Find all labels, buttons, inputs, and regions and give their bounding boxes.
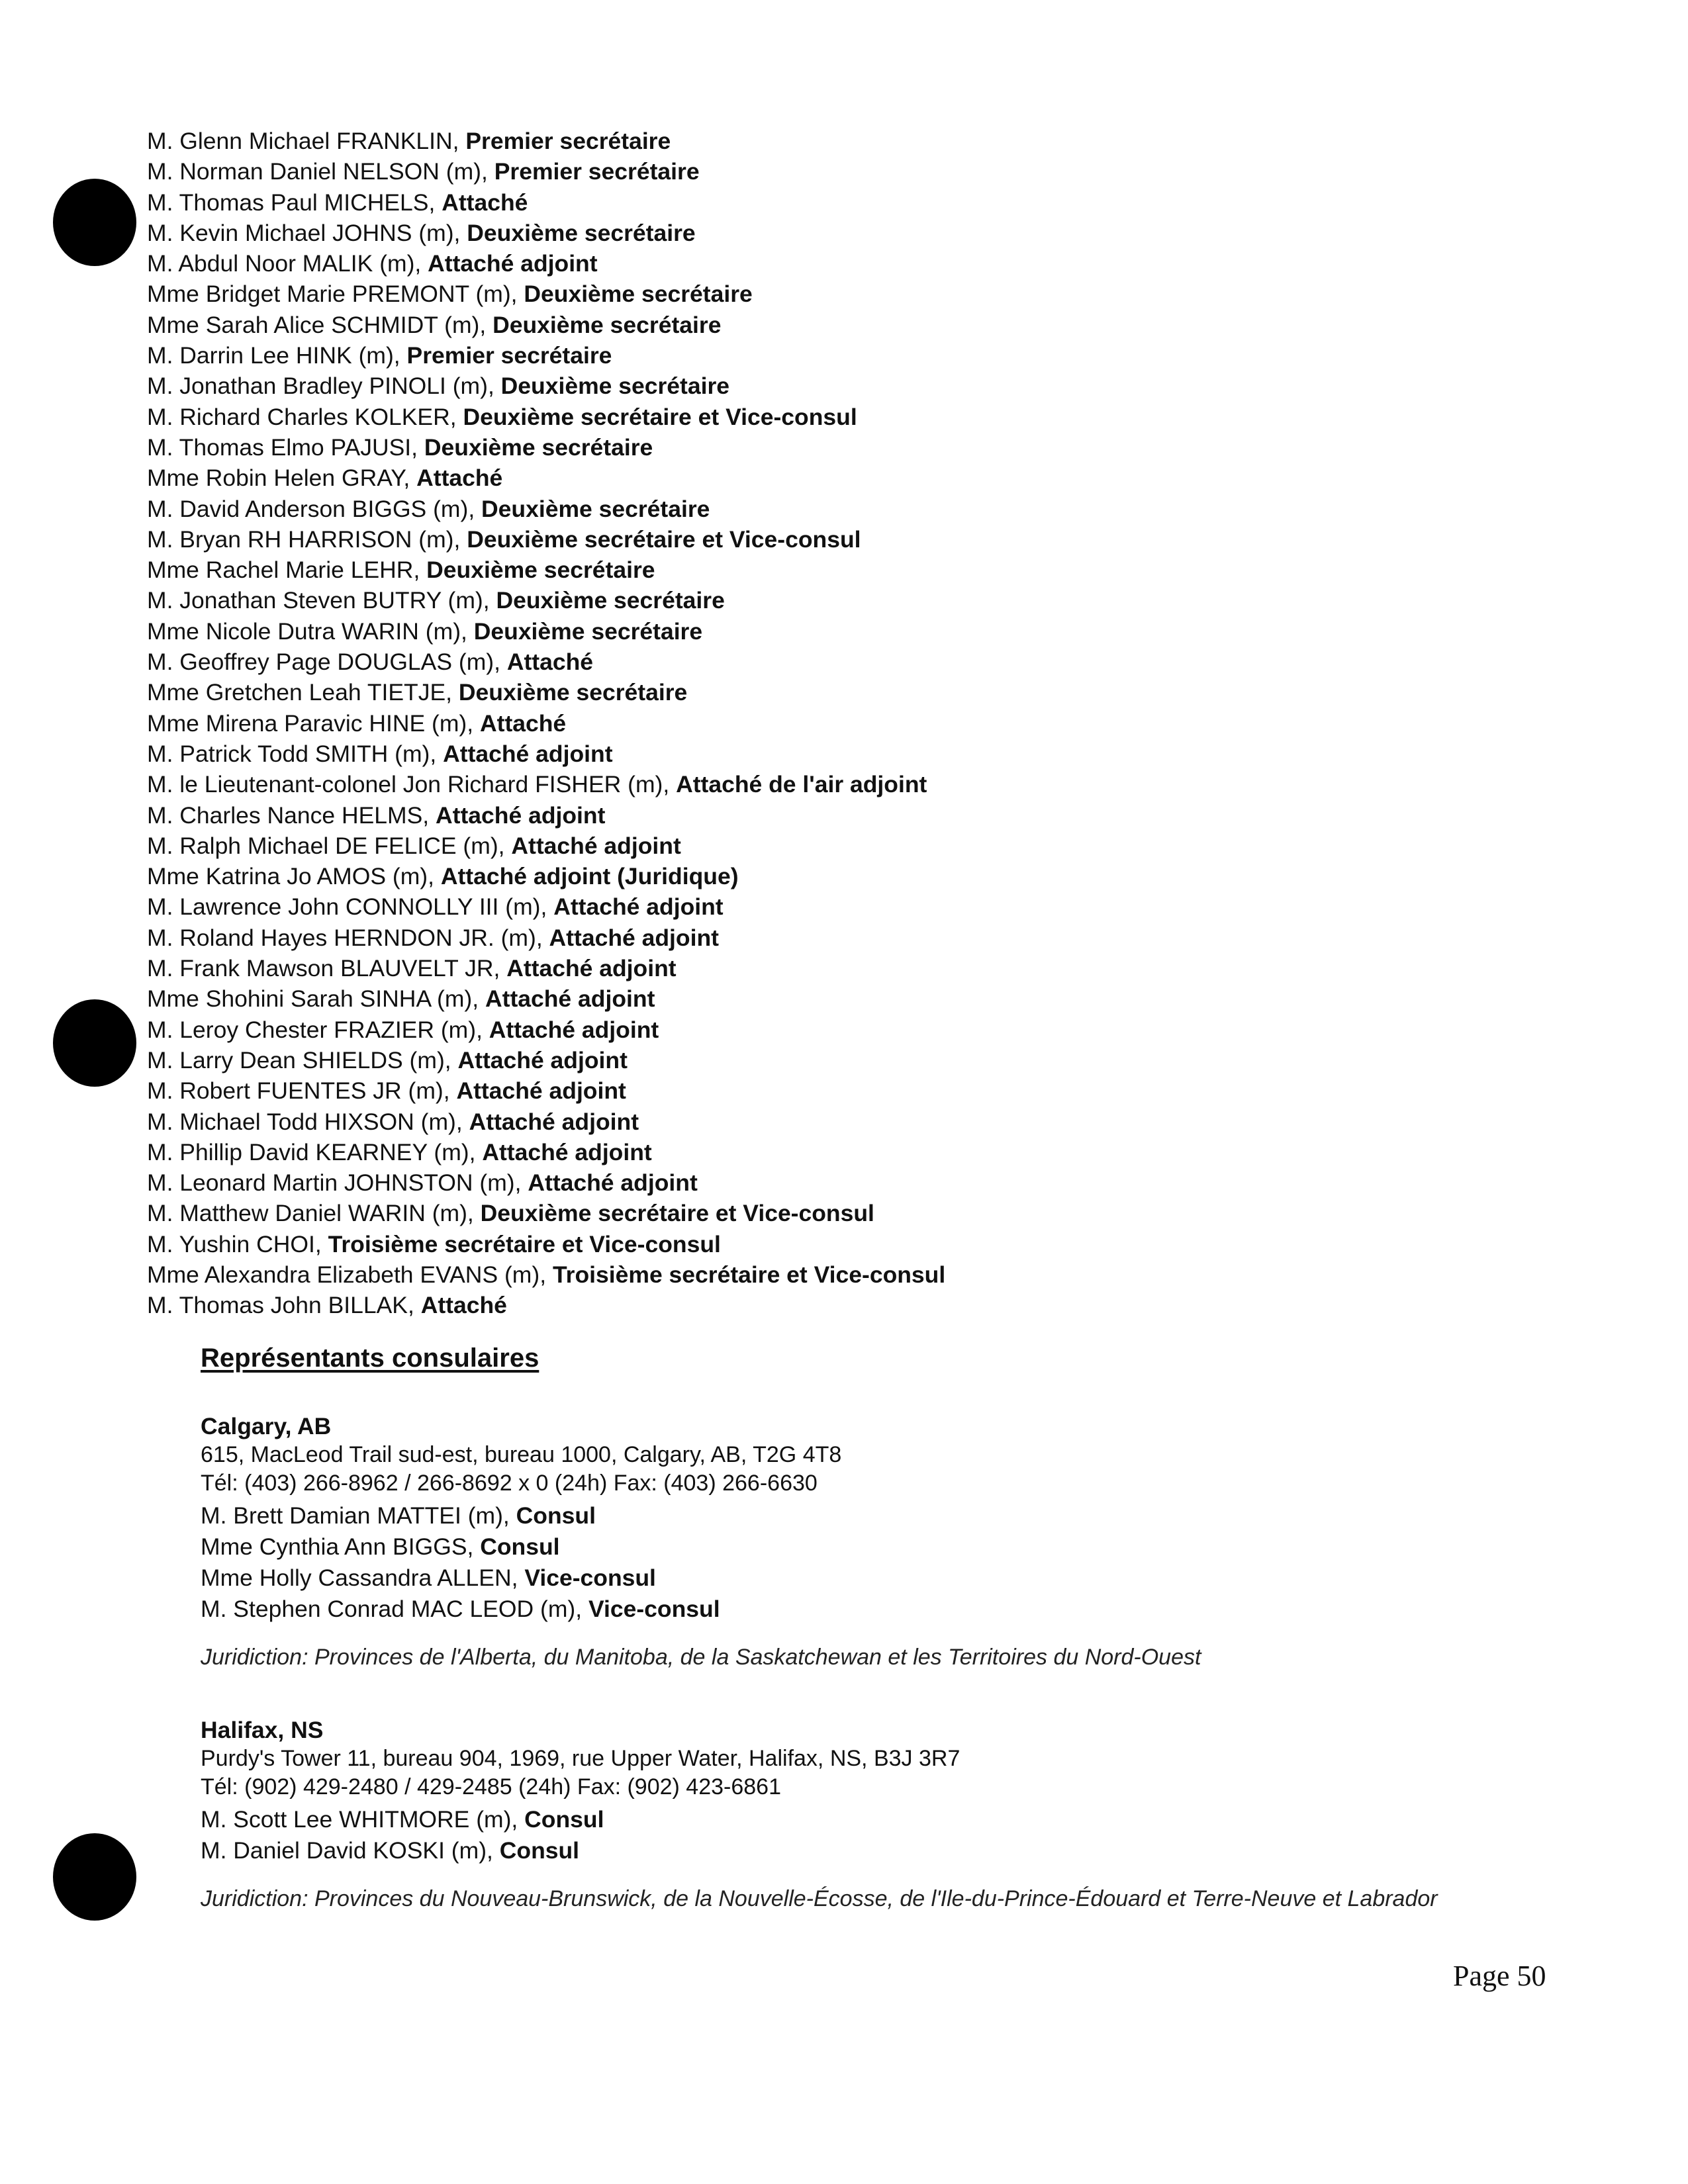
staff-title: Premier secrétaire — [406, 342, 612, 369]
staff-entry — [147, 647, 945, 677]
staff-name: Mme Rachel Marie LEHR, — [147, 557, 427, 584]
staff-name: M. Brett Damian MATTEI (m), — [201, 1502, 516, 1529]
staff-entry — [147, 555, 945, 585]
staff-title: Deuxième secrétaire — [496, 587, 725, 614]
staff-title: Attaché — [442, 189, 528, 216]
staff-title: Deuxième secrétaire et Vice-consul — [480, 1200, 874, 1227]
staff-entry — [201, 1594, 1498, 1625]
staff-entry — [201, 1531, 1498, 1563]
office-halifax — [201, 1715, 1498, 1913]
staff-entry — [147, 126, 945, 156]
staff-entry — [147, 1229, 945, 1259]
staff-title: Deuxième secrétaire — [481, 495, 710, 522]
staff-entry — [147, 677, 945, 707]
staff-entry — [147, 1015, 945, 1045]
staff-name: Mme Alexandra Elizabeth EVANS (m), — [147, 1261, 553, 1288]
staff-title: Deuxième secrétaire — [473, 617, 703, 645]
office-city: Calgary, AB — [201, 1413, 332, 1439]
staff-title: Attaché adjoint — [553, 893, 724, 921]
staff-name: M. David Anderson BIGGS (m), — [147, 495, 482, 522]
staff-title: Attaché adjoint — [511, 832, 681, 859]
staff-title: Deuxième secrétaire — [424, 433, 653, 461]
staff-name: M. Leroy Chester FRAZIER (m), — [147, 1016, 489, 1043]
office-city: Halifax, NS — [201, 1717, 324, 1743]
embassy-staff-list — [147, 126, 945, 1321]
staff-entry — [147, 800, 945, 831]
staff-entry — [147, 340, 945, 371]
staff-name: M. Jonathan Bradley PINOLI (m), — [147, 373, 501, 400]
staff-entry — [147, 1167, 945, 1198]
staff-name: Mme Holly Cassandra ALLEN, — [201, 1565, 525, 1591]
staff-entry — [147, 279, 945, 309]
staff-entry — [147, 432, 945, 463]
office-jurisdiction: Juridiction: Provinces de l'Alberta, du Manitoba, de la Saskatchewan et les Territoires du Nord-Ouest — [201, 1645, 1201, 1670]
staff-title: Attaché adjoint (Juridique) — [440, 863, 739, 890]
staff-title: Consul — [499, 1837, 580, 1864]
office-staff-list — [201, 1500, 1498, 1625]
staff-entry — [147, 831, 945, 861]
staff-title: Troisième secrétaire et Vice-consul — [552, 1261, 946, 1288]
staff-name: M. Kevin Michael JOHNS (m), — [147, 219, 467, 246]
office-staff-list — [201, 1804, 1498, 1866]
staff-entry — [147, 983, 945, 1014]
staff-name: M. Norman Daniel NELSON (m), — [147, 158, 494, 185]
office-address: 615, MacLeod Trail sud-est, bureau 1000, Calgary, AB, T2G 4T8 — [201, 1442, 842, 1467]
staff-entry — [147, 218, 945, 248]
staff-title: Attaché de l'air adjoint — [676, 771, 927, 798]
staff-name: Mme Cynthia Ann BIGGS, — [201, 1533, 481, 1560]
staff-title: Attaché — [479, 709, 567, 737]
staff-title: Attaché adjoint — [485, 985, 655, 1013]
staff-entry — [201, 1563, 1498, 1594]
staff-title: Deuxième secrétaire — [500, 373, 730, 400]
staff-entry — [147, 494, 945, 524]
staff-title: Deuxième secrétaire et Vice-consul — [463, 403, 857, 430]
staff-name: M. Thomas John BILLAK, — [147, 1292, 421, 1319]
staff-entry — [147, 187, 945, 218]
staff-entry — [147, 923, 945, 953]
staff-entry — [147, 1259, 945, 1290]
staff-name: Mme Gretchen Leah TIETJE, — [147, 679, 459, 706]
staff-name: M. Daniel David KOSKI (m), — [201, 1837, 500, 1864]
office-phone: Tél: (403) 266-8962 / 266-8692 x 0 (24h) Fax: (403) 266-6630 — [201, 1471, 818, 1496]
staff-title: Deuxième secrétaire — [492, 311, 722, 338]
punch-hole — [53, 179, 136, 266]
staff-name: M. Geoffrey Page DOUGLAS (m), — [147, 649, 507, 676]
staff-name: Mme Sarah Alice SCHMIDT (m), — [147, 311, 493, 338]
staff-entry — [147, 1137, 945, 1167]
staff-entry — [147, 310, 945, 340]
staff-entry — [147, 891, 945, 922]
staff-name: Mme Robin Helen GRAY, — [147, 465, 417, 492]
staff-entry — [147, 861, 945, 891]
staff-title: Consul — [524, 1806, 604, 1833]
staff-name: M. Scott Lee WHITMORE (m), — [201, 1806, 525, 1833]
staff-title: Deuxième secrétaire et Vice-consul — [467, 525, 861, 553]
staff-title: Premier secrétaire — [494, 158, 700, 185]
staff-title: Attaché adjoint — [456, 1077, 626, 1105]
staff-title: Deuxième secrétaire — [524, 281, 753, 308]
staff-name: M. Thomas Paul MICHELS, — [147, 189, 442, 216]
staff-title: Attaché adjoint — [482, 1138, 652, 1165]
staff-name: M. Leonard Martin JOHNSTON (m), — [147, 1169, 528, 1197]
staff-title: Deuxième secrétaire — [426, 557, 655, 584]
staff-entry — [147, 402, 945, 432]
staff-title: Attaché adjoint — [506, 955, 677, 982]
staff-name: Mme Bridget Marie PREMONT (m), — [147, 281, 524, 308]
staff-entry — [147, 953, 945, 983]
staff-name: M. Stephen Conrad MAC LEOD (m), — [201, 1596, 588, 1622]
staff-entry — [147, 1075, 945, 1106]
staff-title: Consul — [480, 1533, 560, 1560]
staff-title: Attaché adjoint — [436, 801, 606, 829]
staff-entry — [147, 371, 945, 401]
office-address: Purdy's Tower 11, bureau 904, 1969, rue Upper Water, Halifax, NS, B3J 3R7 — [201, 1746, 961, 1771]
staff-title: Attaché adjoint — [469, 1108, 639, 1135]
staff-entry — [147, 156, 945, 187]
staff-name: M. Jonathan Steven BUTRY (m), — [147, 587, 496, 614]
staff-title: Attaché adjoint — [549, 924, 719, 951]
staff-title: Attaché — [420, 1292, 507, 1319]
staff-title: Attaché adjoint — [528, 1169, 698, 1197]
staff-name: M. Robert FUENTES JR (m), — [147, 1077, 457, 1105]
staff-name: M. Richard Charles KOLKER, — [147, 403, 463, 430]
staff-name: M. le Lieutenant-colonel Jon Richard FISHER (m), — [147, 771, 677, 798]
staff-name: M. Ralph Michael DE FELICE (m), — [147, 832, 512, 859]
staff-entry — [147, 769, 945, 799]
staff-name: M. Frank Mawson BLAUVELT JR, — [147, 955, 507, 982]
staff-title: Vice-consul — [588, 1596, 720, 1622]
staff-name: M. Roland Hayes HERNDON JR. (m), — [147, 924, 549, 951]
staff-entry — [147, 1107, 945, 1137]
staff-title: Attaché adjoint — [443, 740, 613, 767]
staff-name: M. Darrin Lee HINK (m), — [147, 342, 407, 369]
staff-name: M. Matthew Daniel WARIN (m), — [147, 1200, 481, 1227]
staff-name: M. Larry Dean SHIELDS (m), — [147, 1046, 458, 1073]
staff-name: Mme Nicole Dutra WARIN (m), — [147, 617, 474, 645]
staff-name: M. Patrick Todd SMITH (m), — [147, 740, 444, 767]
staff-title: Attaché — [506, 649, 594, 676]
staff-name: M. Michael Todd HIXSON (m), — [147, 1108, 469, 1135]
staff-title: Attaché adjoint — [489, 1016, 659, 1043]
staff-entry — [147, 463, 945, 493]
staff-entry — [147, 616, 945, 647]
staff-entry — [147, 1198, 945, 1228]
staff-name: M. Glenn Michael FRANKLIN, — [147, 128, 466, 154]
staff-name: M. Abdul Noor MALIK (m), — [147, 250, 428, 277]
office-jurisdiction: Juridiction: Provinces du Nouveau-Brunswick, de la Nouvelle-Écosse, de l'Ile-du-Prince-Édouard et Terre-Neuve et Labrador — [201, 1886, 1438, 1911]
staff-title: Attaché adjoint — [428, 250, 598, 277]
staff-title: Deuxième secrétaire — [467, 219, 696, 246]
staff-entry — [147, 248, 945, 279]
office-calgary — [201, 1412, 1498, 1672]
punch-hole — [53, 999, 136, 1087]
staff-entry — [147, 739, 945, 769]
staff-entry — [201, 1500, 1498, 1531]
staff-name: Mme Shohini Sarah SINHA (m), — [147, 985, 485, 1013]
staff-name: M. Phillip David KEARNEY (m), — [147, 1138, 483, 1165]
staff-name: M. Yushin CHOI, — [147, 1230, 328, 1257]
staff-name: M. Thomas Elmo PAJUSI, — [147, 433, 424, 461]
staff-name: M. Lawrence John CONNOLLY III (m), — [147, 893, 554, 921]
section-heading: Représentants consulaires — [201, 1343, 539, 1373]
staff-entry — [201, 1804, 1498, 1835]
staff-name: M. Charles Nance HELMS, — [147, 801, 436, 829]
staff-entry — [201, 1835, 1498, 1866]
page-number: Page 50 — [1453, 1960, 1546, 1992]
office-phone: Tél: (902) 429-2480 / 429-2485 (24h) Fax: (902) 423-6861 — [201, 1774, 781, 1799]
staff-title: Vice-consul — [524, 1565, 656, 1591]
staff-entry — [147, 524, 945, 555]
punch-hole — [53, 1833, 136, 1921]
staff-entry — [147, 1290, 945, 1320]
staff-name: Mme Mirena Paravic HINE (m), — [147, 709, 480, 737]
staff-name: M. Bryan RH HARRISON (m), — [147, 525, 467, 553]
staff-title: Consul — [516, 1502, 596, 1529]
staff-title: Troisième secrétaire et Vice-consul — [328, 1230, 721, 1257]
staff-entry — [147, 585, 945, 615]
staff-title: Deuxième secrétaire — [458, 679, 688, 706]
staff-title: Attaché — [416, 465, 503, 492]
staff-title: Premier secrétaire — [465, 128, 671, 154]
staff-entry — [147, 708, 945, 739]
staff-name: Mme Katrina Jo AMOS (m), — [147, 863, 441, 890]
staff-entry — [147, 1045, 945, 1075]
staff-title: Attaché adjoint — [457, 1046, 628, 1073]
